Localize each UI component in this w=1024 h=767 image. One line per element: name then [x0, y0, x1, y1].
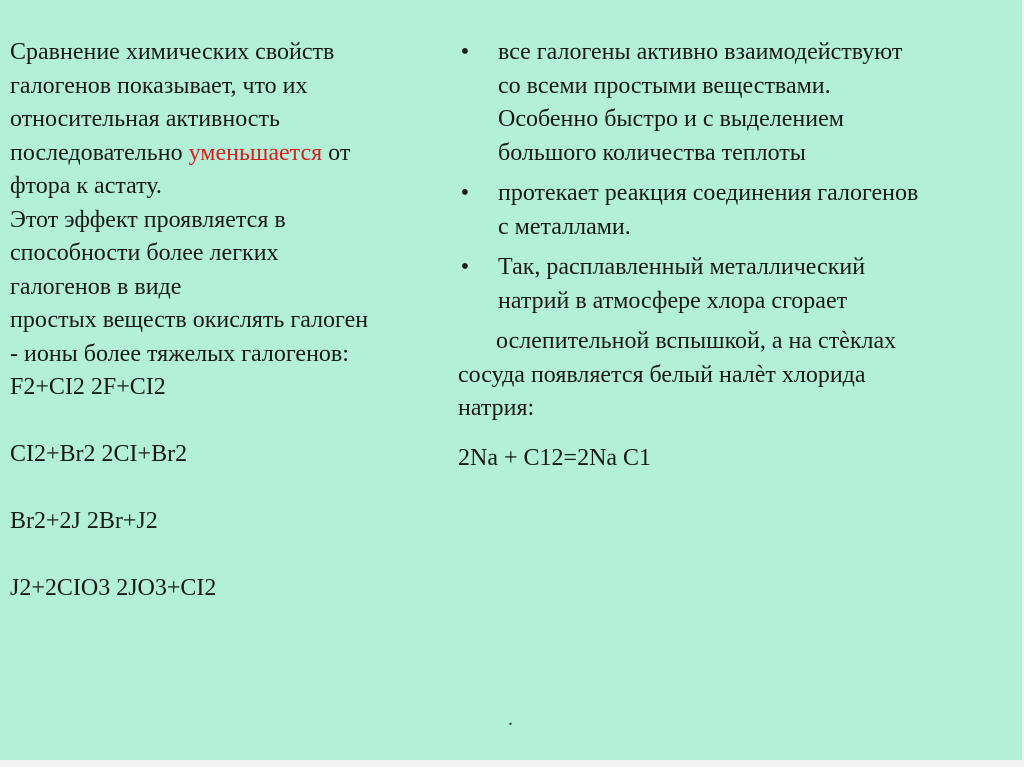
bullet-icon: • [460, 39, 470, 65]
sodium-chlorine-formula: 2Na + C12=2Na C1 [458, 444, 652, 471]
intro-line-2: галогенов показывает, что их [10, 72, 308, 99]
intro-line-4 [10, 137, 450, 171]
bullet-item-3 [458, 251, 1018, 318]
right-column [458, 36, 1018, 475]
bullet-icon: • [460, 180, 470, 206]
bullet-1-line-4: большого количества теплоты [498, 139, 806, 166]
bullet-1-line-1: все галогены активно взаимодействуют [498, 39, 903, 65]
reaction-3: Br2+2J 2Br+J2 [10, 508, 158, 534]
reaction-2: CI2+Br2 2CI+Br2 [10, 441, 188, 467]
bullet-1-line-2: со всеми простыми веществами. [498, 72, 831, 99]
intro-line-4-after: от [322, 139, 351, 166]
footer-dot: . [508, 708, 513, 730]
reaction-4: J2+2CIO3 2JO3+CI2 [10, 575, 217, 601]
bullet-icon: • [460, 254, 470, 280]
bullet-1-line-3: Особенно быстро и с выделением [498, 106, 844, 132]
bullet-3-line-2: натрий в атмосфере хлора сгорает [498, 287, 848, 314]
effect-line-5: - ионы более тяжелых галогенов: [10, 340, 349, 367]
intro-line-3: относительная активность [10, 106, 280, 132]
reaction-1: F2+CI2 2F+CI2 [10, 374, 166, 400]
continuation-line-1: ослепительной вспышкой, а на стѐклах [496, 328, 897, 354]
continuation-line-3: натрия: [458, 395, 535, 421]
effect-line-1: Этот эффект проявляется в [10, 206, 286, 233]
effect-line-3: галогенов в виде [10, 273, 182, 300]
continuation-paragraph [458, 325, 1018, 426]
bullet-2-line-1: протекает реакция соединения галогенов [498, 180, 919, 206]
blank-line [10, 539, 450, 573]
blank-line [10, 405, 450, 439]
effect-line-2: способности более легких [10, 240, 279, 266]
intro-line-1: Сравнение химических свойств [10, 39, 335, 65]
bullet-item-1 [458, 36, 1018, 170]
left-column [10, 36, 450, 606]
continuation-line-2: сосуда появляется белый налѐт хлорида [458, 361, 866, 388]
bullet-3-line-1: Так, расплавленный металлический [498, 254, 866, 280]
highlight-decreases: уменьшается [188, 139, 323, 166]
bullet-item-2 [458, 177, 1018, 244]
bullet-2-line-2: с металлами. [498, 213, 631, 240]
blank-line [10, 472, 450, 506]
effect-line-4: простых веществ окислять галоген [10, 307, 369, 333]
intro-line-5: фтора к астату. [10, 173, 162, 199]
intro-line-4-before: последовательно [10, 139, 189, 166]
